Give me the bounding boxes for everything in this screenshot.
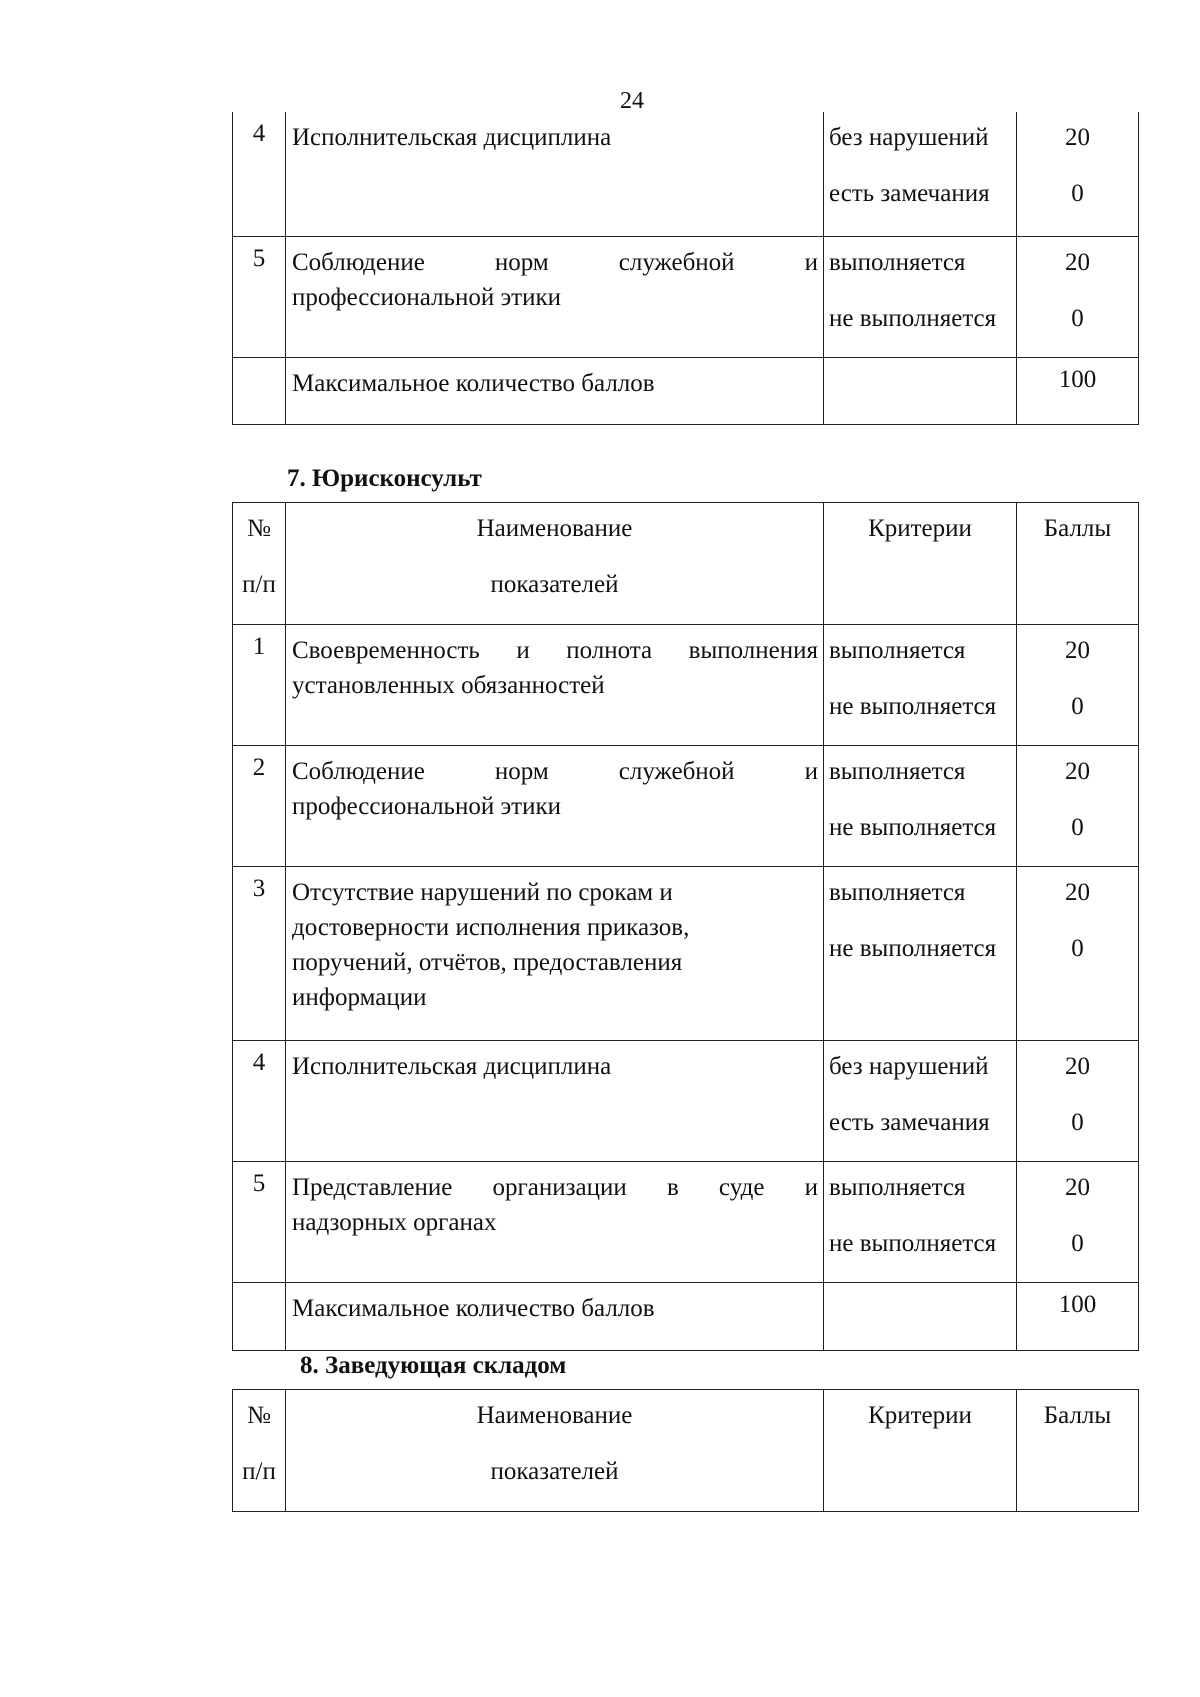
indicator-name-line: Соблюдение норм служебной и [292, 248, 818, 276]
table-row [233, 625, 1139, 746]
row-number: 1 [233, 625, 286, 746]
table-row [233, 1041, 1139, 1162]
indicator-name-line: достоверности исполнения приказов, [292, 914, 690, 941]
section-heading: 8. Заведующая складом [300, 1352, 567, 1379]
section-heading: 7. Юрисконсульт [287, 465, 482, 492]
total-row [233, 357, 1139, 424]
row-number: 4 [233, 1041, 286, 1162]
row-number: 5 [233, 236, 286, 357]
score-cell [1017, 236, 1139, 357]
header-row [233, 503, 1139, 625]
score: 20 [1065, 758, 1090, 785]
criterion: не выполняется [829, 693, 997, 720]
table-row [233, 746, 1139, 867]
score-cell [1017, 1041, 1139, 1162]
continued-table [232, 112, 1139, 425]
header-text: № [247, 1402, 271, 1429]
indicator-name-line: профессиональной этики [292, 793, 562, 820]
score: 20 [1065, 1174, 1090, 1201]
criteria-cell [824, 867, 1017, 1041]
row-number: 3 [233, 867, 286, 1041]
table-row [233, 1162, 1139, 1283]
indicator-name [286, 1162, 824, 1283]
header-number [233, 1390, 286, 1512]
header-criteria [824, 503, 1017, 625]
header-text: п/п [242, 1458, 276, 1485]
total-row [233, 1283, 1139, 1351]
header-text: Наименование [476, 1402, 633, 1429]
header-text: Критерии [868, 515, 972, 542]
indicator-name-line: Отсутствие нарушений по срокам и [292, 879, 673, 906]
score: 0 [1071, 935, 1084, 962]
row-number: 5 [233, 1162, 286, 1283]
header-text: Баллы [1043, 515, 1112, 542]
criteria-cell [824, 236, 1017, 357]
total-label: Максимальное количество баллов [286, 357, 824, 424]
table-row [233, 236, 1139, 357]
indicator-name-line: информации [292, 984, 427, 1011]
indicator-name [286, 867, 824, 1041]
indicator-name [286, 625, 824, 746]
indicator-name-line: Своевременность и полнота выполнения [292, 637, 818, 664]
table-row [233, 867, 1139, 1041]
score: 20 [1065, 879, 1090, 906]
header-number [233, 503, 286, 625]
criterion: выполняется [829, 758, 966, 785]
indicator-name-line: поручений, отчётов, предоставления [292, 949, 683, 976]
criterion: выполняется [829, 248, 966, 276]
indicator-name-line: Представление организации в суде и [292, 1174, 818, 1201]
total-label: Максимальное количество баллов [286, 1283, 824, 1351]
score-cell [1017, 746, 1139, 867]
criterion: без нарушений [829, 124, 989, 151]
indicator-name: Исполнительская дисциплина [286, 1041, 824, 1162]
criteria-cell [824, 625, 1017, 746]
section7-table [232, 502, 1139, 1351]
header-text: п/п [242, 571, 276, 598]
total-score: 100 [1017, 1283, 1139, 1351]
header-text: № [247, 515, 271, 542]
score: 0 [1071, 304, 1084, 332]
criterion: есть замечания [829, 1109, 990, 1136]
total-score: 100 [1017, 357, 1139, 424]
criterion: не выполняется [829, 814, 997, 841]
score-cell [1017, 112, 1139, 236]
criterion: без нарушений [829, 1053, 989, 1080]
criteria-cell [824, 112, 1017, 236]
criteria-cell [824, 1041, 1017, 1162]
empty-cell [233, 357, 286, 424]
empty-cell [824, 1283, 1017, 1351]
indicator-name [286, 746, 824, 867]
indicator-name-line: Соблюдение норм служебной и [292, 758, 818, 785]
criterion: не выполняется [829, 304, 997, 332]
row-number: 2 [233, 746, 286, 867]
criteria-cell [824, 1162, 1017, 1283]
score: 20 [1065, 248, 1090, 276]
page-number: 24 [620, 88, 644, 114]
indicator-name-line: профессиональной этики [292, 283, 562, 311]
header-text: показателей [490, 1458, 619, 1485]
header-name [286, 503, 824, 625]
header-text: Баллы [1043, 1402, 1112, 1429]
empty-cell [233, 1283, 286, 1351]
criterion: выполняется [829, 879, 966, 906]
row-number: 4 [233, 112, 286, 236]
header-text: Наименование [476, 515, 633, 542]
score: 0 [1071, 1230, 1084, 1257]
indicator-name [286, 236, 824, 357]
score: 20 [1065, 1053, 1090, 1080]
criterion: выполняется [829, 637, 966, 664]
criterion: выполняется [829, 1174, 966, 1201]
score: 0 [1071, 693, 1084, 720]
score-cell [1017, 625, 1139, 746]
score-cell [1017, 1162, 1139, 1283]
indicator-name-line: надзорных органах [292, 1209, 497, 1236]
score: 20 [1065, 124, 1090, 151]
criteria-cell [824, 746, 1017, 867]
header-score [1017, 1390, 1139, 1512]
indicator-name-line: установленных обязанностей [292, 672, 605, 699]
indicator-name: Исполнительская дисциплина [286, 112, 824, 236]
header-text: показателей [490, 571, 619, 598]
criterion: не выполняется [829, 935, 997, 962]
score-cell [1017, 867, 1139, 1041]
table-row [233, 112, 1139, 236]
header-criteria [824, 1390, 1017, 1512]
score: 0 [1071, 180, 1084, 207]
header-text: Критерии [868, 1402, 972, 1429]
score: 20 [1065, 637, 1090, 664]
header-row [233, 1390, 1139, 1512]
empty-cell [824, 357, 1017, 424]
header-score [1017, 503, 1139, 625]
section8-table [232, 1389, 1139, 1512]
criterion: не выполняется [829, 1230, 997, 1257]
criterion: есть замечания [829, 180, 990, 207]
score: 0 [1071, 814, 1084, 841]
score: 0 [1071, 1109, 1084, 1136]
header-name [286, 1390, 824, 1512]
